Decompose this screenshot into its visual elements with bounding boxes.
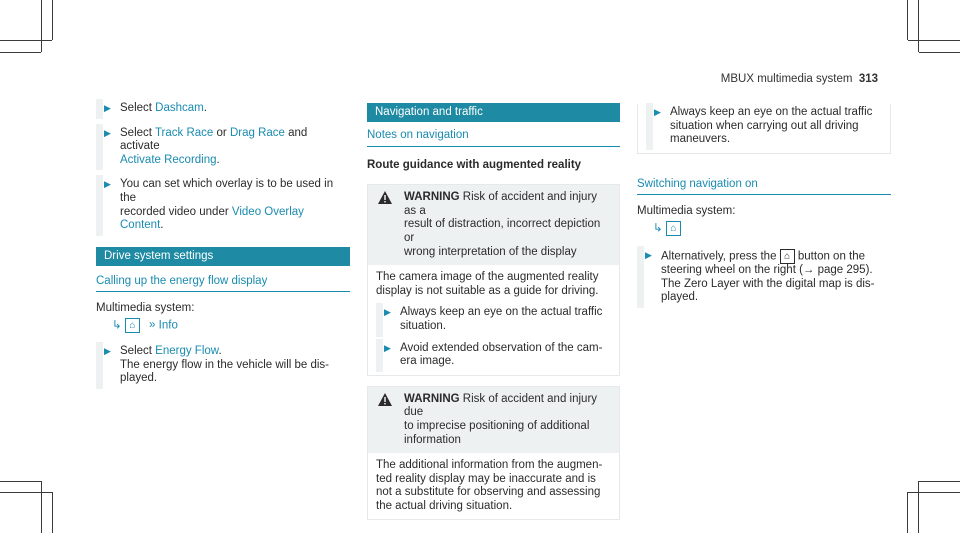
section-band: Drive system settings — [96, 247, 350, 266]
subheading: Calling up the energy flow display — [96, 275, 350, 293]
step-text: Alternatively, press the — [661, 250, 780, 263]
energy-flow-link[interactable]: Energy Flow — [155, 344, 219, 357]
crop-mark — [919, 52, 960, 53]
step-track-race — [96, 127, 350, 168]
arrow-icon: ▶ — [654, 107, 661, 117]
crop-mark — [52, 492, 53, 533]
activate-recording-link[interactable]: Activate Recording — [120, 153, 217, 166]
overlay-text: . — [160, 219, 164, 232]
step-text: button on the — [794, 250, 866, 263]
arrow-icon: ▶ — [104, 103, 111, 113]
warning-text: Risk of accident and injury due — [404, 392, 598, 419]
step-text: era image. — [400, 355, 455, 368]
step-text: The Zero Layer with the digital map is dis- — [661, 277, 875, 290]
step-text: The energy flow in the vehicle will be dis- — [120, 358, 330, 371]
warning-continuation — [637, 104, 891, 154]
warning-step — [646, 106, 882, 147]
column-1 — [96, 102, 350, 397]
warning-body-text: not a substitute for observing and assessing — [376, 486, 601, 499]
warning-text: Risk of accident and injury as a — [404, 191, 598, 217]
step-text: Avoid extended observation of the cam- — [400, 341, 603, 354]
crop-mark — [52, 0, 53, 40]
crop-mark — [0, 481, 41, 482]
multimedia-label: Multimedia system: — [637, 205, 736, 218]
warning-body-text: the actual driving situation. — [376, 499, 513, 512]
column-2 — [367, 103, 620, 520]
step-text: situation when carrying out all driving — [670, 119, 859, 132]
crop-mark — [41, 0, 42, 52]
crop-mark — [918, 481, 919, 533]
warning-title: WARNING — [404, 191, 460, 204]
arrow-icon: ▶ — [645, 249, 652, 260]
warning-text: wrong interpretation of the display — [404, 245, 577, 258]
track-race-link[interactable]: Track Race — [154, 126, 214, 139]
arrow-icon: ▶ — [104, 345, 111, 356]
warning-icon — [378, 191, 392, 204]
warning-title: WARNING — [404, 392, 460, 405]
double-chevron-icon: » — [149, 319, 156, 332]
step-alternative — [637, 249, 891, 305]
step-text: played. — [661, 291, 699, 304]
step-text: played. — [120, 372, 158, 385]
arrow-icon: ▶ — [104, 127, 111, 138]
warning-body — [368, 265, 619, 375]
subheading: Notes on navigation — [367, 129, 620, 147]
drag-race-link[interactable]: Drag Race — [229, 126, 285, 139]
crop-mark — [918, 0, 919, 52]
dashcam-link[interactable]: Dashcam — [155, 102, 204, 114]
video-overlay-link[interactable]: Video Overlay Content — [120, 205, 304, 232]
warning-body-text: display is not suitable as a guide for driving. — [376, 284, 599, 297]
nav-path — [637, 221, 891, 239]
warning-body-text: The additional information from the augmen- — [376, 459, 603, 472]
arrow-icon: ▶ — [384, 342, 391, 353]
home-button-icon: ⌂ — [780, 249, 795, 264]
step-text: . — [203, 102, 207, 114]
overlay-text: You can set which overlay is to be used in the — [120, 178, 334, 204]
return-arrow-icon: ↳ — [653, 222, 663, 235]
warning-body — [638, 104, 890, 153]
warning-icon — [378, 393, 392, 406]
crop-mark — [919, 481, 960, 482]
warning-body — [368, 453, 619, 519]
step-text: and activate — [120, 126, 308, 153]
page-number: 313 — [858, 73, 878, 85]
warning-text: result of distraction, incorrect depiction or — [404, 218, 601, 244]
home-icon[interactable]: ⌂ — [666, 221, 681, 236]
home-icon[interactable]: ⌂ — [125, 318, 140, 333]
step-text: Select — [120, 126, 155, 139]
step-text: . — [216, 153, 220, 166]
step-text: situation. — [400, 319, 447, 332]
warning-box — [367, 386, 620, 521]
warning-box — [367, 184, 620, 376]
step-text: or — [213, 126, 230, 139]
multimedia-label: Multimedia system: — [96, 302, 195, 315]
warning-body-text: The camera image of the augmented reality — [376, 271, 599, 284]
step-overlay — [96, 178, 350, 232]
crop-mark — [0, 492, 52, 493]
footer-title: MBUX multimedia system — [720, 73, 853, 85]
crop-mark — [907, 492, 908, 533]
step-text: Select — [120, 102, 156, 114]
arrow-icon: ▶ — [384, 307, 391, 318]
column-3 — [637, 104, 891, 316]
section-band: Navigation and traffic — [367, 103, 620, 122]
crop-mark — [908, 492, 960, 493]
warning-text: to imprecise positioning of additional — [404, 419, 590, 432]
step-text: . — [218, 344, 222, 357]
info-link[interactable]: Info — [158, 319, 178, 332]
crop-mark — [908, 40, 960, 41]
step-text: Always keep an eye on the actual traffic — [400, 306, 603, 319]
step-text: maneuvers. — [670, 133, 731, 146]
crop-mark — [907, 0, 908, 40]
step-energy — [96, 345, 350, 386]
warning-step — [376, 306, 611, 333]
crop-mark — [0, 52, 41, 53]
step-text: Select — [120, 344, 156, 357]
crop-mark — [41, 481, 42, 533]
step-text: Always keep an eye on the actual traffic — [670, 106, 873, 118]
crop-mark — [0, 40, 52, 41]
warning-body-text: ted reality display may be inaccurate and is — [376, 472, 596, 485]
arrow-icon: ▶ — [104, 179, 111, 190]
warning-header — [368, 387, 619, 453]
warning-header — [368, 185, 619, 265]
page-footer — [721, 73, 878, 85]
bold-heading: Route guidance with augmented reality — [367, 158, 582, 171]
subheading: Switching navigation on — [637, 178, 891, 196]
warning-text: information — [404, 433, 461, 446]
nav-path — [96, 318, 350, 336]
return-arrow-icon: ↳ — [112, 319, 122, 332]
step-text: steering wheel on the right (→ page 295). — [661, 264, 873, 277]
warning-step — [376, 342, 611, 369]
step-dashcam — [96, 102, 350, 116]
overlay-text: recorded video under — [120, 205, 232, 218]
